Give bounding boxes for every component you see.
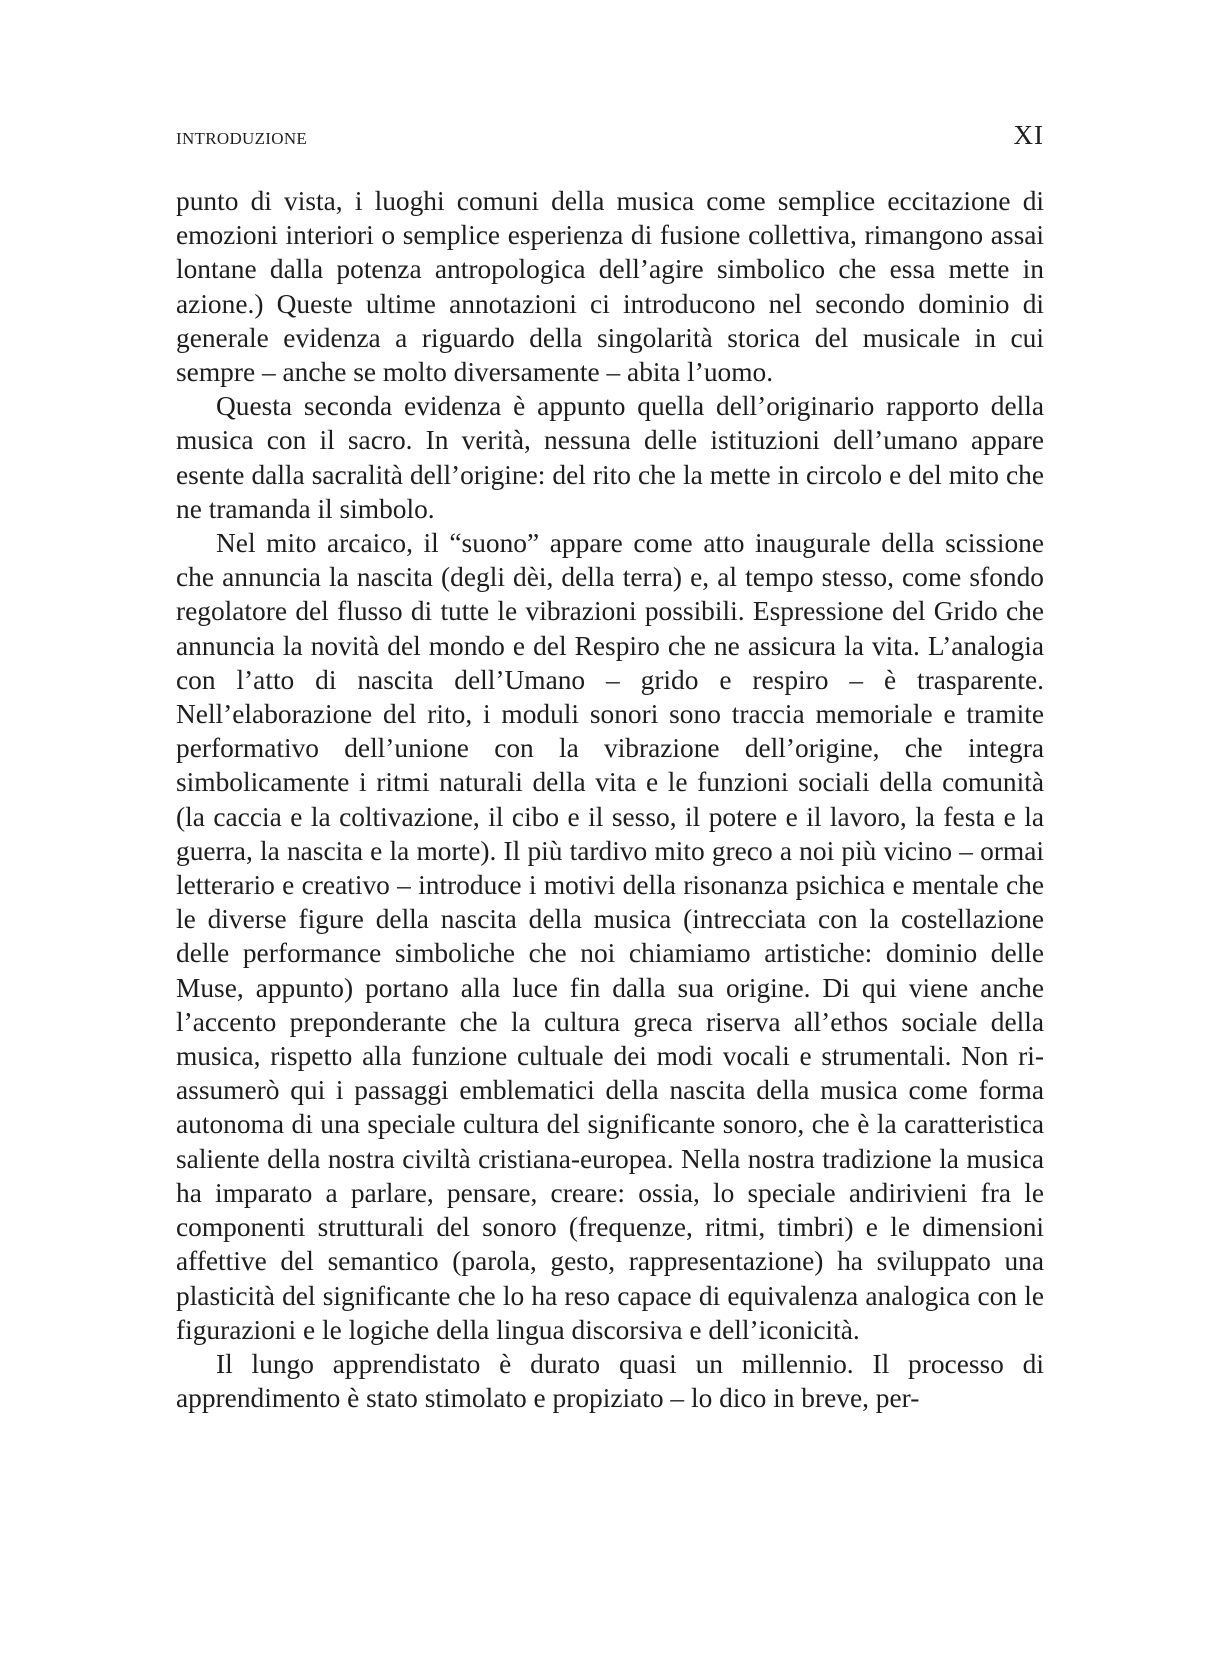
paragraph-continuation: punto di vista, i luoghi comuni della musica come semplice eccitazione di emozioni interiori o semplice esperienza di fusione collettiva, rimangono assai lontane dalla potenza antropologica dell’agire simbolico che essa mette in azione.) Queste ultime annotazioni ci introducono nel secondo dominio di generale evidenza a riguardo della singolarità storica del musicale in cui sempre – anche se molto diversamente – abita l’uomo. bbox=[176, 186, 1044, 388]
book-page bbox=[176, 120, 1044, 1415]
body-text bbox=[176, 184, 1044, 1415]
page-number: XI bbox=[1013, 120, 1044, 150]
paragraph-archaic-myth: Nel mito arcaico, il “suono” appare come atto inaugurale della scissione che annuncia la nascita (degli dèi, della terra) e, al tempo stesso, come sfondo regolatore del flusso di tutte le vibrazioni possibili. Espressione del Grido che annuncia la novità del mondo e del Respiro che ne assicura la vita. L’analogia con l’atto di nascita dell’Umano – grido e respiro – è trasparente. Nell’elaborazione del rito, i moduli sonori sono traccia memoriale e tramite performativo dell’unione con la vibrazione dell’origine, che integra simbolicamente i ritmi naturali della vita e le funzioni sociali della comunità (la caccia e la coltivazione, il cibo e il sesso, il potere e il lavoro, la festa e la guerra, la nascita e la morte). Il più tardivo mito greco a noi più vicino – ormai letterario e creativo – introduce i motivi della risonanza psichica e mentale che le diverse figure della nascita della musica (intrecciata con la costellazione delle performance simboliche che noi chiamiamo artistiche: dominio delle Muse, appunto) portano alla luce fin dalla sua origine. Di qui viene anche l’accento preponderante che la cultura greca riserva all’ethos sociale della musica, rispetto alla funzione cultuale dei modi vocali e strumentali. Non riassumerò qui i passaggi emblematici della nascita della musica come forma autonoma di una speciale cultura del significante sonoro, che è la caratteristica saliente della nostra civiltà cristiana-europea. Nella nostra tradizione la musica ha imparato a parlare, pensare, creare: ossia, lo speciale andirivieni fra le componenti strutturali del sonoro (frequenze, ritmi, timbri) e le dimensioni affettive del semantico (parola, gesto, rappresentazione) ha sviluppato una plasticità del significante che lo ha reso capace di equivalenza analogica con le figurazioni e le logiche della lingua discorsiva e dell’iconicità. bbox=[176, 528, 1044, 1345]
paragraph-sacred-evidence: Questa seconda evidenza è appunto quella dell’originario rapporto della musica con il sacro. In verità, nessuna delle istituzioni dell’umano appare esente dalla sacralità dell’origine: del rito che la mette in circolo e del mito che ne tramanda il simbolo. bbox=[176, 391, 1044, 524]
section-title: INTRODUZIONE bbox=[176, 129, 308, 148]
paragraph-apprenticeship: Il lungo apprendistato è durato quasi un millennio. Il processo di apprendimento è stato stimolato e propiziato – lo dico in breve, per- bbox=[176, 1348, 1044, 1414]
running-head bbox=[176, 120, 1044, 162]
